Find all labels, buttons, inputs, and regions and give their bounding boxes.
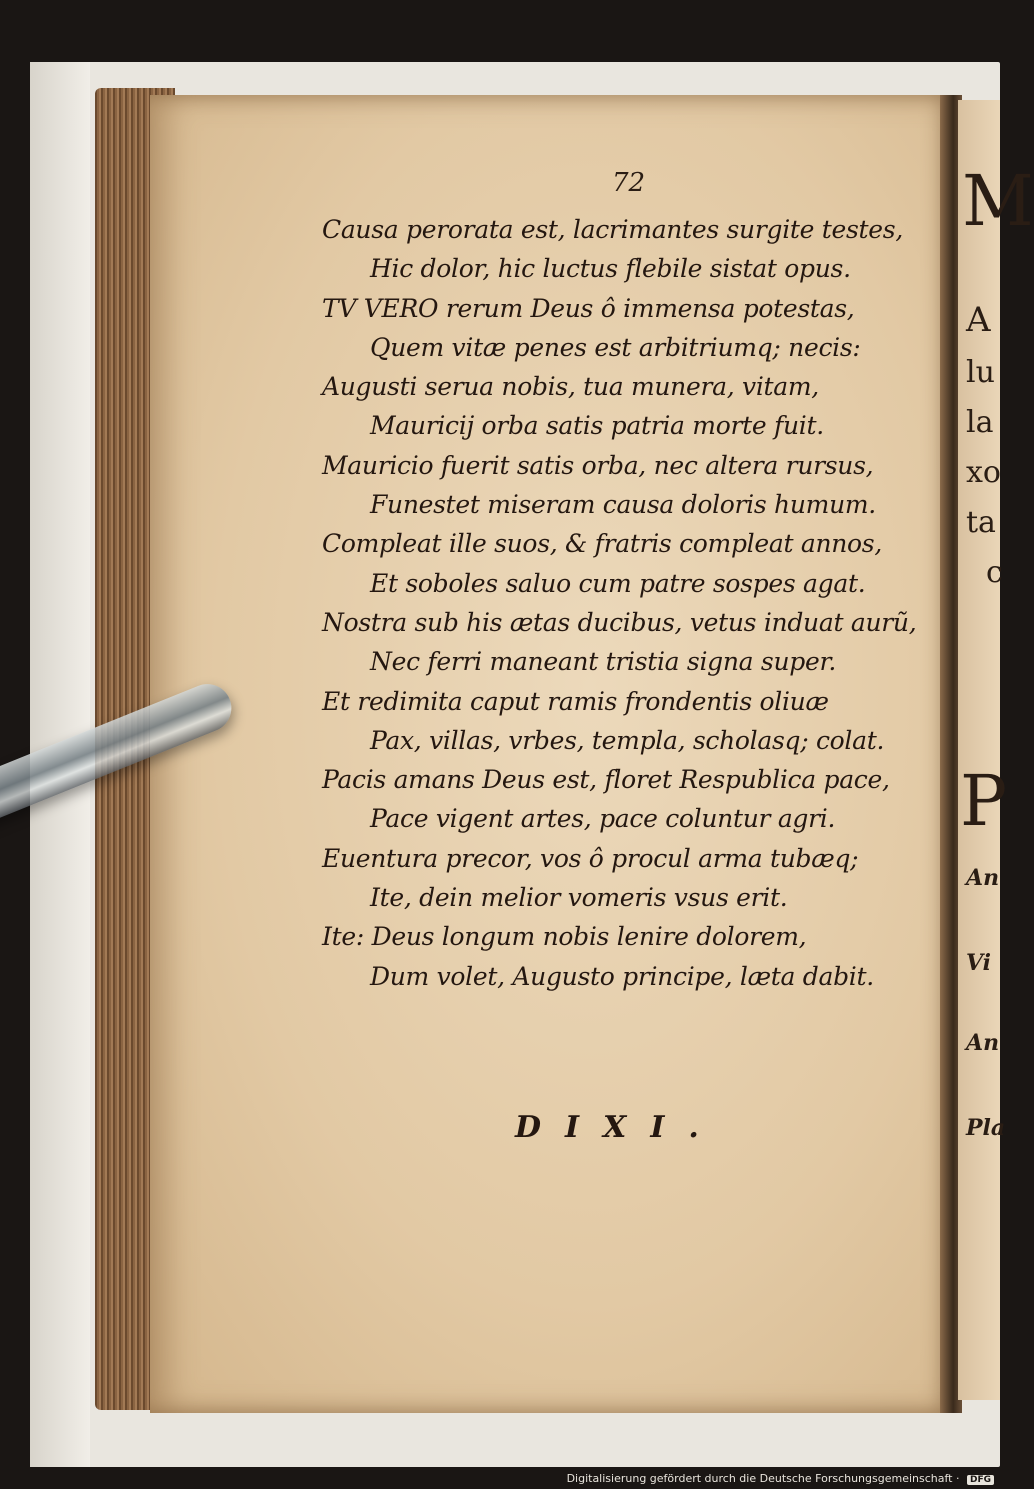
poem-line: Ite, dein melior vomeris vsus erit. xyxy=(370,883,788,913)
facing-page-fragment: M xyxy=(962,160,1034,242)
facing-page xyxy=(958,100,1034,1400)
poem-line: Pace vigent artes, pace coluntur agri. xyxy=(370,804,836,834)
poem-line: Euentura precor, vos ô procul arma tubæq; xyxy=(322,843,859,873)
dfg-logo: DFG xyxy=(967,1475,994,1485)
poem-line: Causa perorata est, lacrimantes surgite testes, xyxy=(322,215,903,244)
facing-page-fragment: Vi xyxy=(966,950,992,976)
page-number: 72 xyxy=(612,168,646,198)
facing-page-fragment: la xyxy=(966,405,994,440)
poem-line: Mauricij orba satis patria morte fuit. xyxy=(370,411,824,441)
poem-line: Hic dolor, hic luctus flebile sistat opus. xyxy=(370,254,851,284)
poem-line: Ite: Deus longum nobis lenire dolorem, xyxy=(322,922,807,952)
poem-line: Augusti serua nobis, tua munera, vitam, xyxy=(322,372,819,402)
digitization-credit xyxy=(567,1472,994,1485)
poem-line: Funestet miseram causa doloris humum. xyxy=(370,490,876,520)
poem-line: Mauricio fuerit satis orba, nec altera rursus, xyxy=(322,450,874,480)
poem-line: Et soboles saluo cum patre sospes agat. xyxy=(370,568,866,598)
poem-line: Dum volet, Augusto principe, læta dabit. xyxy=(370,961,874,991)
poem-line: Quem vitæ penes est arbitriumq; necis: xyxy=(370,332,861,362)
facing-page-fragment: An xyxy=(966,1030,1000,1056)
poem-line: Compleat ille suos, & fratris compleat annos, xyxy=(322,529,882,559)
facing-page-fragment: Pla xyxy=(966,1115,1006,1141)
closing-word: DIXI. xyxy=(515,1110,723,1145)
facing-page-fragment: An xyxy=(966,865,1000,891)
poem-line: Nostra sub his ætas ducibus, vetus induat aurũ, xyxy=(322,607,917,637)
facing-page-fragment: c xyxy=(986,555,1003,590)
facing-page-fragment: lu xyxy=(966,355,995,390)
facing-page-fragment: ta xyxy=(966,505,996,540)
poem-line: Et redimita caput ramis frondentis oliuæ xyxy=(322,686,829,716)
facing-page-fragment: A xyxy=(966,300,991,340)
facing-page-fragment: P xyxy=(960,760,1008,842)
poem-text xyxy=(322,210,940,996)
facing-page-fragment: xo xyxy=(966,455,1001,490)
poem-line: Nec ferri maneant tristia signa super. xyxy=(370,647,836,677)
credit-text: Digitalisierung gefördert durch die Deutsche Forschungsgemeinschaft · xyxy=(566,1472,960,1485)
poem-line: TV VERO rerum Deus ô immensa potestas, xyxy=(322,293,855,323)
poem-line: Pacis amans Deus est, floret Respublica pace, xyxy=(322,765,890,795)
poem-line: Pax, villas, vrbes, templa, scholasq; colat. xyxy=(370,725,885,755)
